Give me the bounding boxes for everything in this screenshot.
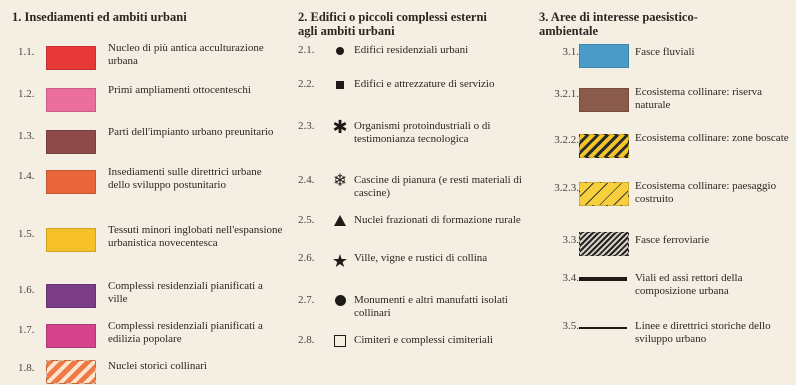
color-swatch — [579, 88, 629, 112]
item-label: Fasce ferroviarie — [635, 234, 710, 246]
item-number: 1.7. — [18, 324, 35, 336]
item-label: Nuclei storici collinari — [108, 360, 207, 372]
asterisk-icon: ✱ — [332, 117, 348, 137]
item-number: 2.1. — [298, 44, 315, 56]
item-label: Parti dell'impianto urbano preunitario — [108, 126, 274, 138]
item-number: 1.4. — [18, 170, 35, 182]
item-label: Viali ed assi rettori della composizione urbana — [635, 272, 743, 297]
item-number: 3.2.3. — [554, 182, 579, 194]
item-number: 2.6. — [298, 252, 315, 264]
color-swatch — [46, 228, 96, 252]
item-label: Nucleo di più antica acculturazione urbana — [108, 42, 264, 67]
item-label: Primi ampliamenti ottocenteschi — [108, 84, 251, 96]
item-number: 1.3. — [18, 130, 35, 142]
item-label: Organismi protoindustriali o di testimonianza tecnologica — [354, 120, 491, 145]
item-label: Edifici residenziali urbani — [354, 44, 469, 56]
item-label: Edifici e attrezzature di servizio — [354, 78, 495, 90]
star-icon: ★ — [331, 251, 349, 271]
triangle-icon — [330, 214, 350, 229]
snowflake-icon: ❄ — [332, 171, 348, 190]
color-swatch — [46, 284, 96, 308]
section-title: 1. Insediamenti ed ambiti urbani — [12, 10, 187, 24]
color-swatch — [46, 324, 96, 348]
item-number: 3.2.2. — [554, 134, 579, 146]
item-label: Complessi residenziali pianificati a ville — [108, 280, 263, 305]
large-circle-icon — [330, 294, 350, 309]
item-label: Complessi residenziali pianificati a edilizia popolare — [108, 320, 263, 345]
color-swatch — [46, 170, 96, 194]
item-label: Cimiteri e complessi cimiteriali — [354, 334, 493, 346]
item-label: Cascine di pianura (e resti materiali di cascine) — [354, 174, 522, 199]
item-number: 2.7. — [298, 294, 315, 306]
color-swatch — [46, 46, 96, 70]
item-number: 1.2. — [18, 88, 35, 100]
item-label: Nuclei frazionati di formazione rurale — [354, 214, 521, 226]
color-swatch — [579, 44, 629, 68]
item-number: 3.5. — [562, 320, 579, 332]
item-label: Ecosistema collinare: paesaggio costruito — [635, 180, 777, 205]
item-number: 1.6. — [18, 284, 35, 296]
item-number: 2.8. — [298, 334, 315, 346]
thick-line-symbol — [579, 277, 627, 281]
item-label: Ecosistema collinare: zone boscate — [635, 132, 789, 144]
section-title: 2. Edifici o piccoli complessi esterni agli ambiti urbani — [298, 10, 487, 38]
section-title: 3. Aree di interesse paesistico-ambientale — [539, 10, 698, 38]
color-swatch — [46, 88, 96, 112]
filled-square-icon — [330, 78, 350, 92]
item-number: 1.5. — [18, 228, 35, 240]
item-label: Tessuti minori inglobati nell'espansione urbanistica novecentesca — [108, 224, 283, 249]
item-number: 3.2.1. — [554, 88, 579, 100]
item-number: 3.3. — [562, 234, 579, 246]
item-number: 2.2. — [298, 78, 315, 90]
item-number: 2.3. — [298, 120, 315, 132]
hatched-swatch — [579, 182, 629, 206]
item-label: Fasce fluviali — [635, 46, 695, 58]
item-number: 3.1. — [562, 46, 579, 58]
item-number: 2.5. — [298, 214, 315, 226]
thin-line-symbol — [579, 327, 627, 329]
item-number: 1.1. — [18, 46, 35, 58]
item-number: 3.4. — [562, 272, 579, 284]
hatched-swatch — [579, 232, 629, 256]
hatched-swatch — [46, 360, 96, 384]
item-label: Linee e direttrici storiche dello sviluppo urbano — [635, 320, 771, 345]
hatched-swatch — [579, 134, 629, 158]
item-label: Ville, vigne e rustici di collina — [354, 252, 488, 264]
item-label: Ecosistema collinare: riserva naturale — [635, 86, 763, 111]
color-swatch — [46, 130, 96, 154]
filled-circle-icon — [330, 44, 350, 58]
open-square-icon — [330, 334, 350, 350]
item-number: 2.4. — [298, 174, 315, 186]
item-number: 1.8. — [18, 362, 35, 374]
item-label: Monumenti e altri manufatti isolati collinari — [354, 294, 508, 319]
item-label: Insediamenti sulle direttrici urbane dello sviluppo postunitario — [108, 166, 262, 191]
